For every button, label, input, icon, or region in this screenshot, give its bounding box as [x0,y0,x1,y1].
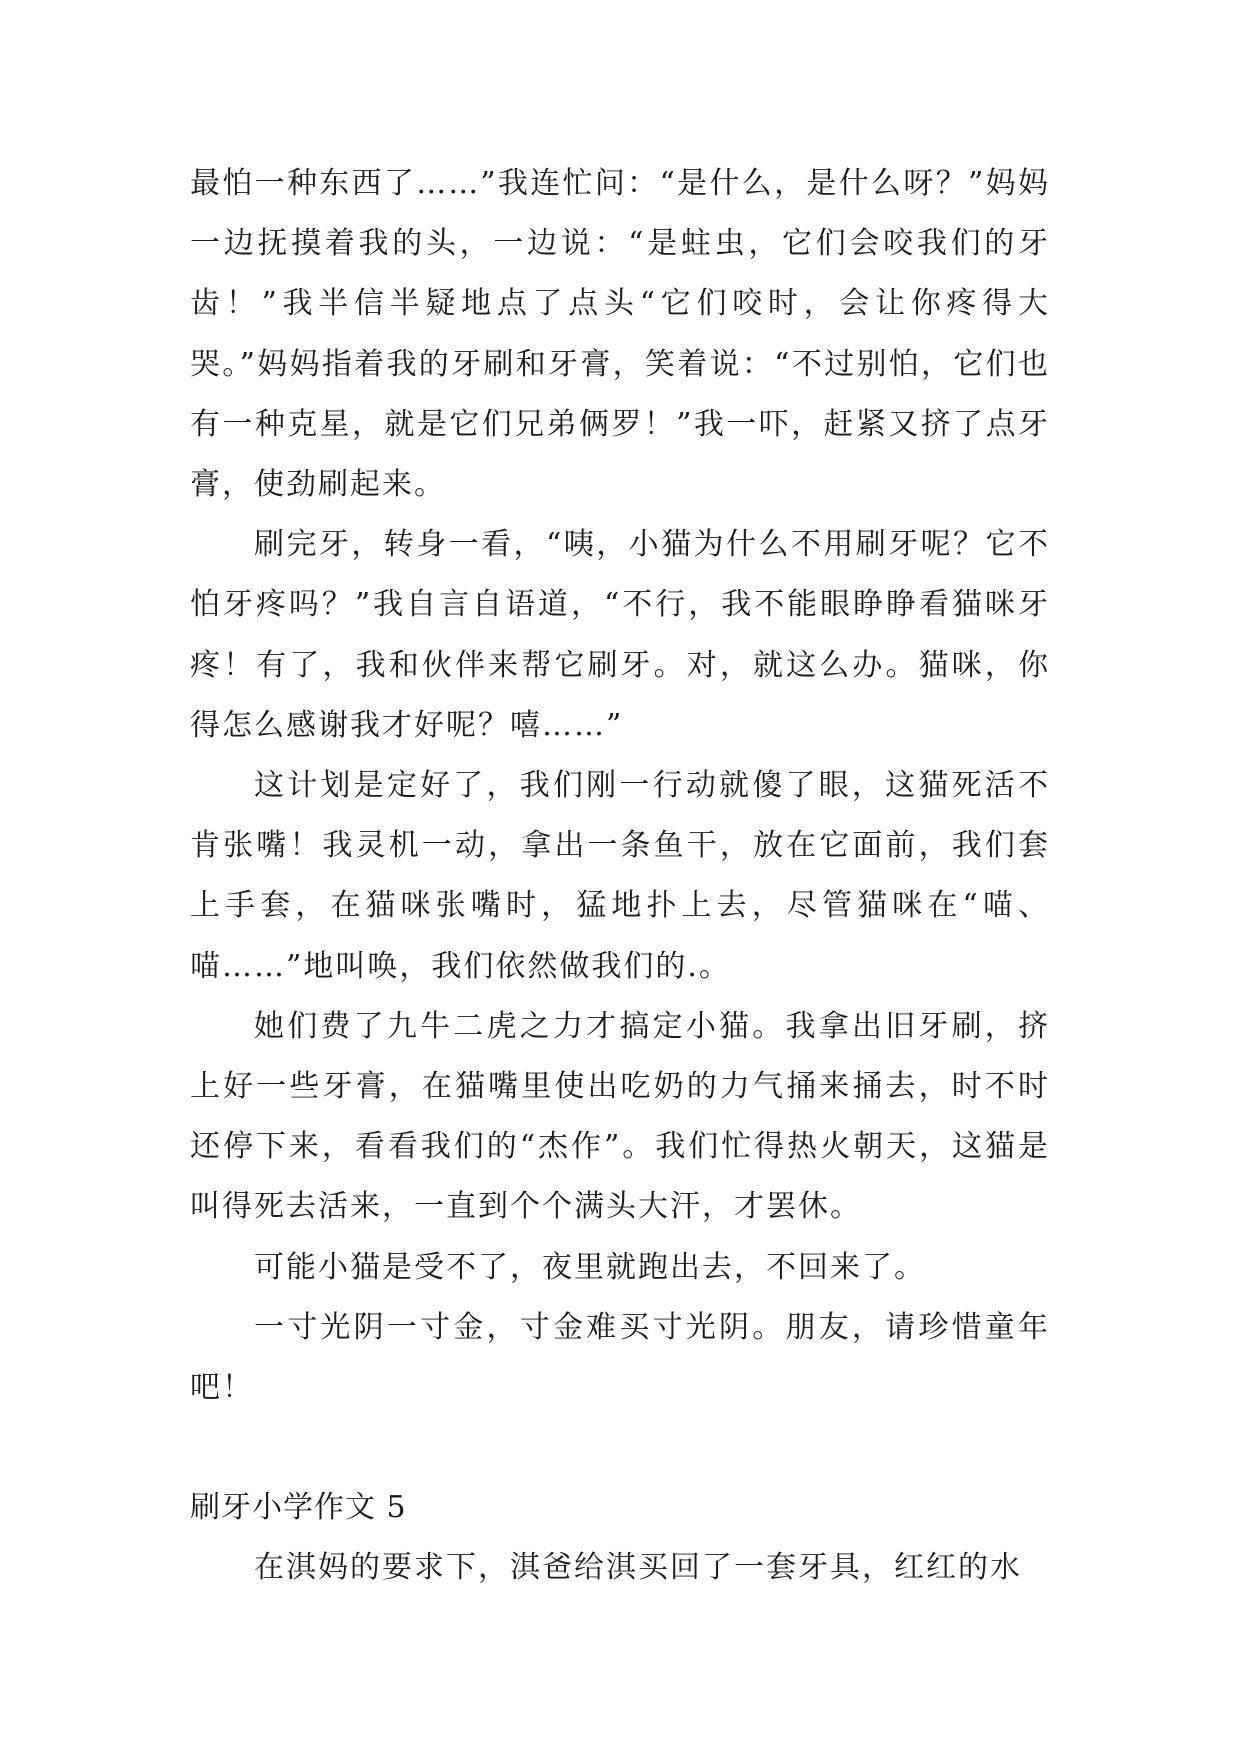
paragraph-continued: 最怕一种东西了……”我连忙问：“是什么，是什么呀？”妈妈一边抚摸着我的头，一边说：“是蛀虫，它们会咬我们的牙齿！”我半信半疑地点了点头“它们咬时，会让你疼得大哭。”妈妈指着我的牙刷和牙膏，笑着说：“不过别怕，它们也有一种克星，就是它们兄弟俩罗！”我一吓，赶紧又挤了点牙膏，使劲刷起来。 [190,166,1050,503]
paragraph-conclusion: 一寸光阴一寸金，寸金难买寸光阴。朋友，请珍惜童年吧！ [190,1309,1050,1406]
paragraph-plan: 这计划是定好了，我们刚一行动就傻了眼，这猫死活不肯张嘴！我灵机一动，拿出一条鱼干，放在它面前，我们套上手套，在猫咪张嘴时，猛地扑上去，尽管猫咪在“喵、喵……”地叫唤，我们依然做我们的.。 [190,768,1050,984]
section-spacer [190,1418,1050,1478]
paragraph-brushing-cat: 刷完牙，转身一看，“咦，小猫为什么不用刷牙呢？它不怕牙疼吗？”我自言自语道，“不行，我不能眼睁睁看猫咪牙疼！有了，我和伙伴来帮它刷牙。对，就这么办。猫咪，你得怎么感谢我才好呢？嘻……” [190,527,1050,743]
paragraph-next-essay: 在淇妈的要求下，淇爸给淇买回了一套牙具，红红的水 [254,1550,1022,1586]
document-body [190,154,1050,1599]
section-title: 刷牙小学作文 5 [190,1490,407,1526]
paragraph-cat-ran: 可能小猫是受不了，夜里就跑出去，不回来了。 [254,1249,926,1285]
paragraph-effort: 她们费了九牛二虎之力才搞定小猫。我拿出旧牙刷，挤上好一些牙膏，在猫嘴里使出吃奶的力气捅来捅去，时不时还停下来，看看我们的“杰作”。我们忙得热火朝天，这猫是叫得死去活来，一直到个个满头大汗，才罢休。 [190,1008,1050,1225]
